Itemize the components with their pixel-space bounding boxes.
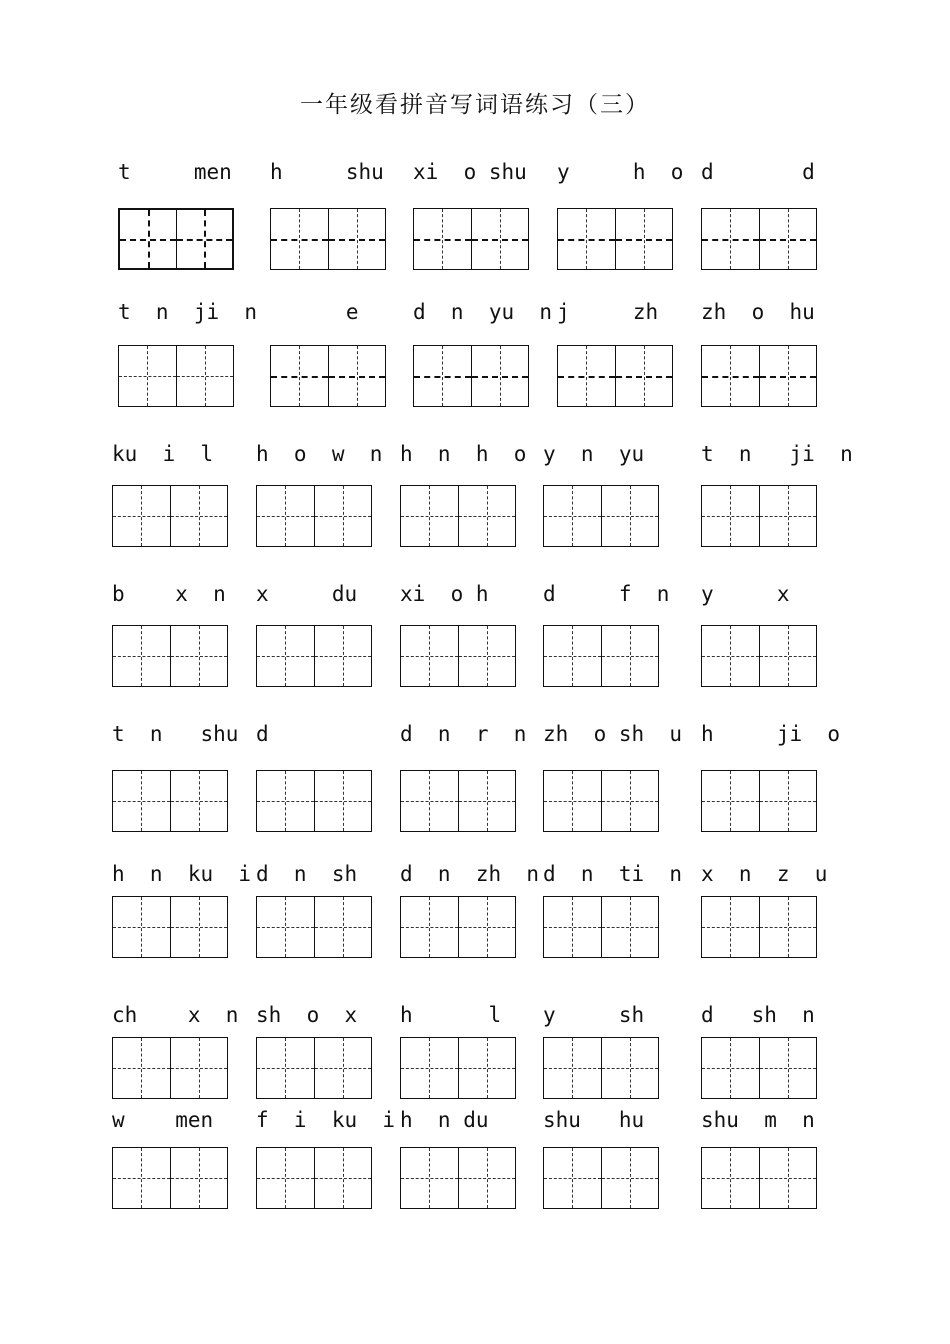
pinyin-label: y x xyxy=(701,582,803,606)
writing-cell[interactable] xyxy=(759,1148,817,1208)
writing-cell[interactable] xyxy=(544,1038,601,1098)
writing-grid[interactable] xyxy=(270,345,386,407)
writing-cell[interactable] xyxy=(314,486,372,546)
pinyin-label: zh o sh u xyxy=(543,722,683,746)
writing-cell[interactable] xyxy=(170,1148,228,1208)
writing-grid[interactable] xyxy=(400,770,516,832)
pinyin-label: d d xyxy=(701,160,828,184)
writing-cell[interactable] xyxy=(458,897,516,957)
writing-cell[interactable] xyxy=(544,486,601,546)
writing-cell[interactable] xyxy=(170,897,228,957)
writing-cell[interactable] xyxy=(257,486,314,546)
pinyin-label: w men xyxy=(112,1108,214,1132)
writing-cell[interactable] xyxy=(113,1038,170,1098)
writing-cell[interactable] xyxy=(113,486,170,546)
pinyin-label: d f n xyxy=(543,582,683,606)
writing-cell[interactable] xyxy=(544,771,601,831)
writing-cell[interactable] xyxy=(170,771,228,831)
writing-grid[interactable] xyxy=(112,1037,228,1099)
writing-cell[interactable] xyxy=(759,626,817,686)
writing-cell[interactable] xyxy=(113,1148,170,1208)
writing-grid[interactable] xyxy=(701,485,817,547)
writing-cell[interactable] xyxy=(615,346,673,406)
writing-cell[interactable] xyxy=(702,626,759,686)
pinyin-label: shu hu xyxy=(543,1108,657,1132)
exercise-row xyxy=(0,722,950,852)
writing-cell[interactable] xyxy=(458,1038,516,1098)
writing-cell[interactable] xyxy=(601,486,659,546)
writing-grid[interactable] xyxy=(400,485,516,547)
pinyin-label: j zh xyxy=(557,300,671,324)
pinyin-label: d n sh xyxy=(256,862,370,886)
writing-grid[interactable] xyxy=(701,1037,817,1099)
writing-cell[interactable] xyxy=(759,771,817,831)
writing-cell[interactable] xyxy=(601,897,659,957)
writing-cell[interactable] xyxy=(170,486,228,546)
writing-cell[interactable] xyxy=(176,210,233,268)
exercise-row xyxy=(0,582,950,712)
writing-cell[interactable] xyxy=(458,626,516,686)
pinyin-label: e xyxy=(270,300,359,324)
writing-cell[interactable] xyxy=(113,626,170,686)
writing-cell[interactable] xyxy=(401,771,458,831)
writing-grid[interactable] xyxy=(413,345,529,407)
writing-cell[interactable] xyxy=(759,1038,817,1098)
pinyin-label: h n du xyxy=(400,1108,502,1132)
exercise-row xyxy=(0,442,950,572)
writing-grid[interactable] xyxy=(701,208,817,270)
pinyin-label: t n ji n xyxy=(118,300,258,324)
writing-grid[interactable] xyxy=(118,208,234,270)
writing-cell[interactable] xyxy=(119,346,176,406)
writing-cell[interactable] xyxy=(401,626,458,686)
writing-cell[interactable] xyxy=(113,897,170,957)
writing-cell[interactable] xyxy=(257,1038,314,1098)
pinyin-label: d n r n xyxy=(400,722,527,746)
writing-grid[interactable] xyxy=(112,1147,228,1209)
pinyin-label: t men xyxy=(118,160,232,184)
writing-cell[interactable] xyxy=(401,486,458,546)
pinyin-label: h n ku i xyxy=(112,862,252,886)
writing-grid[interactable] xyxy=(701,896,817,958)
writing-cell[interactable] xyxy=(702,771,759,831)
writing-cell[interactable] xyxy=(702,1148,759,1208)
pinyin-label: y n yu xyxy=(543,442,657,466)
pinyin-label: x n z u xyxy=(701,862,828,886)
pinyin-label: h l xyxy=(400,1003,514,1027)
pinyin-label: f i ku i xyxy=(256,1108,396,1132)
pinyin-label: t n ji n xyxy=(701,442,866,466)
writing-cell[interactable] xyxy=(401,1038,458,1098)
writing-cell[interactable] xyxy=(601,1038,659,1098)
pinyin-label: h o w n xyxy=(256,442,383,466)
pinyin-label: x du xyxy=(256,582,370,606)
writing-cell[interactable] xyxy=(314,771,372,831)
writing-cell[interactable] xyxy=(271,346,328,406)
writing-grid[interactable] xyxy=(543,485,659,547)
writing-cell[interactable] xyxy=(558,346,615,406)
writing-cell[interactable] xyxy=(257,897,314,957)
pinyin-label: xi o h xyxy=(400,582,502,606)
writing-cell[interactable] xyxy=(170,1038,228,1098)
writing-cell[interactable] xyxy=(702,486,759,546)
pinyin-label: d n yu n xyxy=(413,300,553,324)
writing-cell[interactable] xyxy=(471,346,529,406)
writing-grid[interactable] xyxy=(557,208,673,270)
pinyin-label: h n h o xyxy=(400,442,527,466)
writing-grid[interactable] xyxy=(256,770,372,832)
writing-cell[interactable] xyxy=(257,771,314,831)
writing-cell[interactable] xyxy=(328,209,386,269)
pinyin-label: shu m n xyxy=(701,1108,828,1132)
pinyin-label: b x n xyxy=(112,582,239,606)
pinyin-label: zh o hu xyxy=(701,300,815,324)
writing-cell[interactable] xyxy=(401,1148,458,1208)
writing-grid[interactable] xyxy=(400,1037,516,1099)
writing-grid[interactable] xyxy=(112,896,228,958)
writing-cell[interactable] xyxy=(702,1038,759,1098)
pinyin-label: d n ti n xyxy=(543,862,683,886)
writing-cell[interactable] xyxy=(113,771,170,831)
writing-cell[interactable] xyxy=(120,210,176,268)
writing-grid[interactable] xyxy=(112,485,228,547)
exercise-row xyxy=(0,1108,950,1238)
writing-cell[interactable] xyxy=(314,1148,372,1208)
writing-cell[interactable] xyxy=(558,209,615,269)
writing-cell[interactable] xyxy=(458,486,516,546)
writing-cell[interactable] xyxy=(759,897,817,957)
writing-cell[interactable] xyxy=(458,771,516,831)
pinyin-label: sh o x xyxy=(256,1003,370,1027)
writing-cell[interactable] xyxy=(544,1148,601,1208)
writing-grid[interactable] xyxy=(256,485,372,547)
pinyin-label: t n shu xyxy=(112,722,252,746)
writing-grid[interactable] xyxy=(112,625,228,687)
writing-grid[interactable] xyxy=(118,345,234,407)
writing-cell[interactable] xyxy=(314,897,372,957)
writing-cell[interactable] xyxy=(601,1148,659,1208)
pinyin-label: y sh xyxy=(543,1003,657,1027)
writing-grid[interactable] xyxy=(543,896,659,958)
writing-cell[interactable] xyxy=(414,346,471,406)
writing-grid[interactable] xyxy=(701,770,817,832)
page-title: 一年级看拼音写词语练习（三） xyxy=(300,92,650,118)
writing-cell[interactable] xyxy=(601,771,659,831)
pinyin-label: xi o shu xyxy=(413,160,540,184)
writing-grid[interactable] xyxy=(543,770,659,832)
writing-cell[interactable] xyxy=(176,346,234,406)
writing-grid[interactable] xyxy=(256,1147,372,1209)
writing-cell[interactable] xyxy=(271,209,328,269)
pinyin-label: y h o xyxy=(557,160,684,184)
writing-cell[interactable] xyxy=(458,1148,516,1208)
writing-grid[interactable] xyxy=(256,1037,372,1099)
writing-cell[interactable] xyxy=(414,209,471,269)
writing-grid[interactable] xyxy=(701,1147,817,1209)
writing-grid[interactable] xyxy=(557,345,673,407)
writing-grid[interactable] xyxy=(256,625,372,687)
writing-grid[interactable] xyxy=(270,208,386,270)
writing-grid[interactable] xyxy=(400,896,516,958)
writing-grid[interactable] xyxy=(701,625,817,687)
writing-cell[interactable] xyxy=(544,626,601,686)
writing-cell[interactable] xyxy=(702,209,759,269)
pinyin-label: ku i l xyxy=(112,442,226,466)
pinyin-label: d sh n xyxy=(701,1003,828,1027)
writing-cell[interactable] xyxy=(257,1148,314,1208)
exercise-row xyxy=(0,160,950,290)
pinyin-label: d n zh n xyxy=(400,862,552,886)
writing-cell[interactable] xyxy=(170,626,228,686)
writing-grid[interactable] xyxy=(112,770,228,832)
writing-cell[interactable] xyxy=(759,209,817,269)
writing-cell[interactable] xyxy=(601,626,659,686)
writing-grid[interactable] xyxy=(543,625,659,687)
writing-grid[interactable] xyxy=(701,345,817,407)
writing-cell[interactable] xyxy=(328,346,386,406)
writing-cell[interactable] xyxy=(615,209,673,269)
writing-cell[interactable] xyxy=(401,897,458,957)
exercise-row xyxy=(0,300,950,430)
writing-cell[interactable] xyxy=(471,209,529,269)
writing-cell[interactable] xyxy=(759,346,817,406)
pinyin-label: h shu xyxy=(270,160,397,184)
writing-cell[interactable] xyxy=(759,486,817,546)
writing-cell[interactable] xyxy=(544,897,601,957)
writing-grid[interactable] xyxy=(400,1147,516,1209)
writing-grid[interactable] xyxy=(256,896,372,958)
writing-grid[interactable] xyxy=(413,208,529,270)
writing-grid[interactable] xyxy=(400,625,516,687)
writing-grid[interactable] xyxy=(543,1147,659,1209)
writing-cell[interactable] xyxy=(702,346,759,406)
writing-grid[interactable] xyxy=(543,1037,659,1099)
writing-cell[interactable] xyxy=(314,626,372,686)
exercise-row xyxy=(0,862,950,992)
writing-cell[interactable] xyxy=(257,626,314,686)
pinyin-label: ch x n xyxy=(112,1003,252,1027)
writing-cell[interactable] xyxy=(702,897,759,957)
writing-cell[interactable] xyxy=(314,1038,372,1098)
pinyin-label: d xyxy=(256,722,370,746)
pinyin-label: h ji o xyxy=(701,722,841,746)
